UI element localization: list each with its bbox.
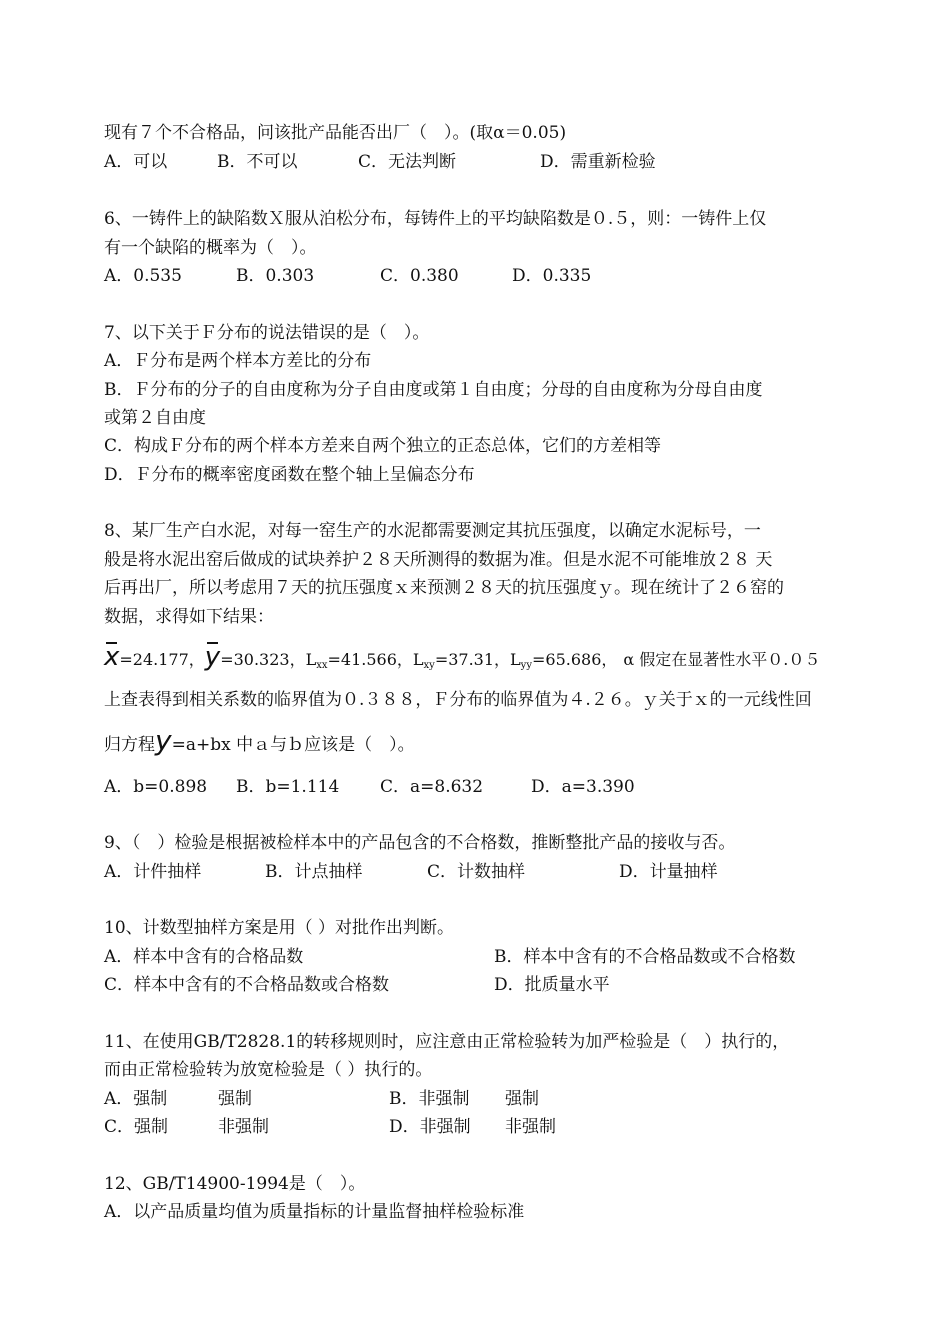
q10-option-b: B．样本中含有的不合格品数或不合格数 bbox=[494, 947, 796, 967]
alpha-text: α 假定在显著性水平０.０５ bbox=[623, 650, 821, 669]
q8-option-c: C．a=8.632 bbox=[380, 777, 484, 797]
lxx-value: =41.566， bbox=[327, 650, 413, 669]
lxx-subscript: xx bbox=[316, 660, 328, 671]
q5-option-d: D．需重新检验 bbox=[540, 152, 656, 172]
q11-option-d-second: 非强制 bbox=[505, 1117, 556, 1137]
q8-statistics-line bbox=[104, 642, 821, 672]
q9-option-c: C．计数抽样 bbox=[427, 862, 526, 882]
q7-option-b-line2: 或第２自由度 bbox=[104, 408, 206, 428]
lyy-symbol: L bbox=[510, 650, 521, 669]
q11-option-b-second: 强制 bbox=[505, 1089, 539, 1109]
lyy-subscript: yy bbox=[520, 660, 532, 671]
q6-stem-line2: 有一个缺陷的概率为（ ）。 bbox=[104, 238, 317, 258]
q11-option-a: A．强制 bbox=[104, 1089, 168, 1109]
q8-stem-line6: 上查表得到相关系数的临界值为０.３８８，Ｆ分布的临界值为４.２６。ｙ关于ｘ的一元线性回 bbox=[104, 690, 812, 710]
x-bar-value: =24.177， bbox=[119, 650, 205, 669]
q7-option-a: A．Ｆ分布是两个样本方差比的分布 bbox=[104, 351, 372, 371]
q11-option-c: C．强制 bbox=[104, 1117, 169, 1137]
q11-option-b: B．非强制 bbox=[389, 1089, 470, 1109]
regression-prefix: 归方程 bbox=[104, 735, 155, 755]
q8-option-d: D．a=3.390 bbox=[531, 777, 635, 797]
q9-option-d: D．计量抽样 bbox=[619, 862, 718, 882]
lxy-subscript: xy bbox=[423, 660, 435, 671]
q11-stem-line2: 而由正常检验转为放宽检验是（ ）执行的。 bbox=[104, 1060, 433, 1080]
q6-option-b: B．0.303 bbox=[236, 266, 315, 286]
q8-option-a: A．b=0.898 bbox=[104, 777, 208, 797]
q6-options bbox=[104, 264, 864, 288]
q10-option-a: A．样本中含有的合格品数 bbox=[104, 947, 304, 967]
q8-option-b: B．b=1.114 bbox=[236, 777, 340, 797]
q8-options bbox=[104, 775, 864, 799]
q6-option-c: C．0.380 bbox=[380, 266, 459, 286]
q9-option-a: A．计件抽样 bbox=[104, 862, 202, 882]
lyy-value: =65.686， bbox=[531, 650, 618, 669]
q8-stem-line4: 数据，求得如下结果： bbox=[104, 607, 274, 627]
q11-options-row1 bbox=[104, 1087, 864, 1111]
q11-stem-line1: 11、在使用GB/T2828.1的转移规则时，应注意由正常检验转为加严检验是（ ）执行的， bbox=[104, 1032, 790, 1052]
q10-options-row1 bbox=[104, 945, 864, 969]
q5-option-b: B．不可以 bbox=[217, 152, 298, 172]
q7-stem: 7、以下关于Ｆ分布的说法错误的是（ ）。 bbox=[104, 323, 430, 343]
regression-suffix: =a+bx 中ａ与ｂ应该是（ ）。 bbox=[171, 735, 415, 755]
q7-option-b-line1: B．Ｆ分布的分子的自由度称为分子自由度或第１自由度；分母的自由度称为分母自由度 bbox=[104, 380, 763, 400]
q11-options-row2 bbox=[104, 1115, 864, 1139]
y-bar-value: =30.323， bbox=[220, 650, 306, 669]
lxy-symbol: L bbox=[412, 650, 424, 669]
y-hat-symbol: y bbox=[155, 724, 172, 757]
lxy-value: =37.31， bbox=[434, 650, 511, 669]
x-bar-symbol: x bbox=[104, 642, 120, 672]
q10-option-c: C．样本中含有的不合格品数或合格数 bbox=[104, 975, 390, 995]
q5-stem: 现有７个不合格品，问该批产品能否出厂（ ）。(取α＝0.05) bbox=[104, 123, 567, 143]
q6-stem-line1: 6、一铸件上的缺陷数Ｘ服从泊松分布，每铸件上的平均缺陷数是０.５，则：一铸件上仅 bbox=[104, 209, 767, 229]
q5-option-c: C．无法判断 bbox=[358, 152, 457, 172]
y-bar-symbol: y bbox=[204, 642, 221, 672]
q8-stem-line1: 8、某厂生产白水泥，对每一窑生产的水泥都需要测定其抗压强度，以确定水泥标号，一 bbox=[104, 521, 761, 541]
q8-stem-line2: 般是将水泥出窑后做成的试块养护２８天所测得的数据为准。但是水泥不可能堆放２８ 天 bbox=[104, 550, 773, 570]
lxx-symbol: L bbox=[305, 650, 317, 669]
q10-options-row2 bbox=[104, 973, 864, 997]
q5-options bbox=[104, 150, 864, 174]
q8-stem-line7 bbox=[104, 724, 415, 757]
q12-stem: 12、GB/T14900-1994是（ ）。 bbox=[104, 1174, 366, 1194]
q10-option-d: D．批质量水平 bbox=[494, 975, 610, 995]
q7-option-c: C．构成Ｆ分布的两个样本方差来自两个独立的正态总体，它们的方差相等 bbox=[104, 436, 662, 456]
q11-option-d: D．非强制 bbox=[389, 1117, 471, 1137]
q6-option-a: A．0.535 bbox=[104, 266, 182, 286]
q11-option-a-second: 强制 bbox=[218, 1089, 252, 1109]
q6-option-d: D．0.335 bbox=[512, 266, 592, 286]
q7-option-d: D．Ｆ分布的概率密度函数在整个轴上呈偏态分布 bbox=[104, 465, 475, 485]
q9-option-b: B．计点抽样 bbox=[265, 862, 363, 882]
q5-option-a: A．可以 bbox=[104, 152, 168, 172]
q12-option-a: A．以产品质量均值为质量指标的计量监督抽样检验标准 bbox=[104, 1202, 525, 1222]
q8-stem-line3: 后再出厂，所以考虑用７天的抗压强度ｘ来预测２８天的抗压强度ｙ。现在统计了２６窑的 bbox=[104, 578, 784, 598]
q11-option-c-second: 非强制 bbox=[218, 1117, 269, 1137]
q10-stem: 10、计数型抽样方案是用（ ）对批作出判断。 bbox=[104, 918, 455, 938]
q9-stem: 9、（ ）检验是根据被检样本中的产品包含的不合格数，推断整批产品的接收与否。 bbox=[104, 833, 736, 853]
q9-options bbox=[104, 860, 864, 884]
